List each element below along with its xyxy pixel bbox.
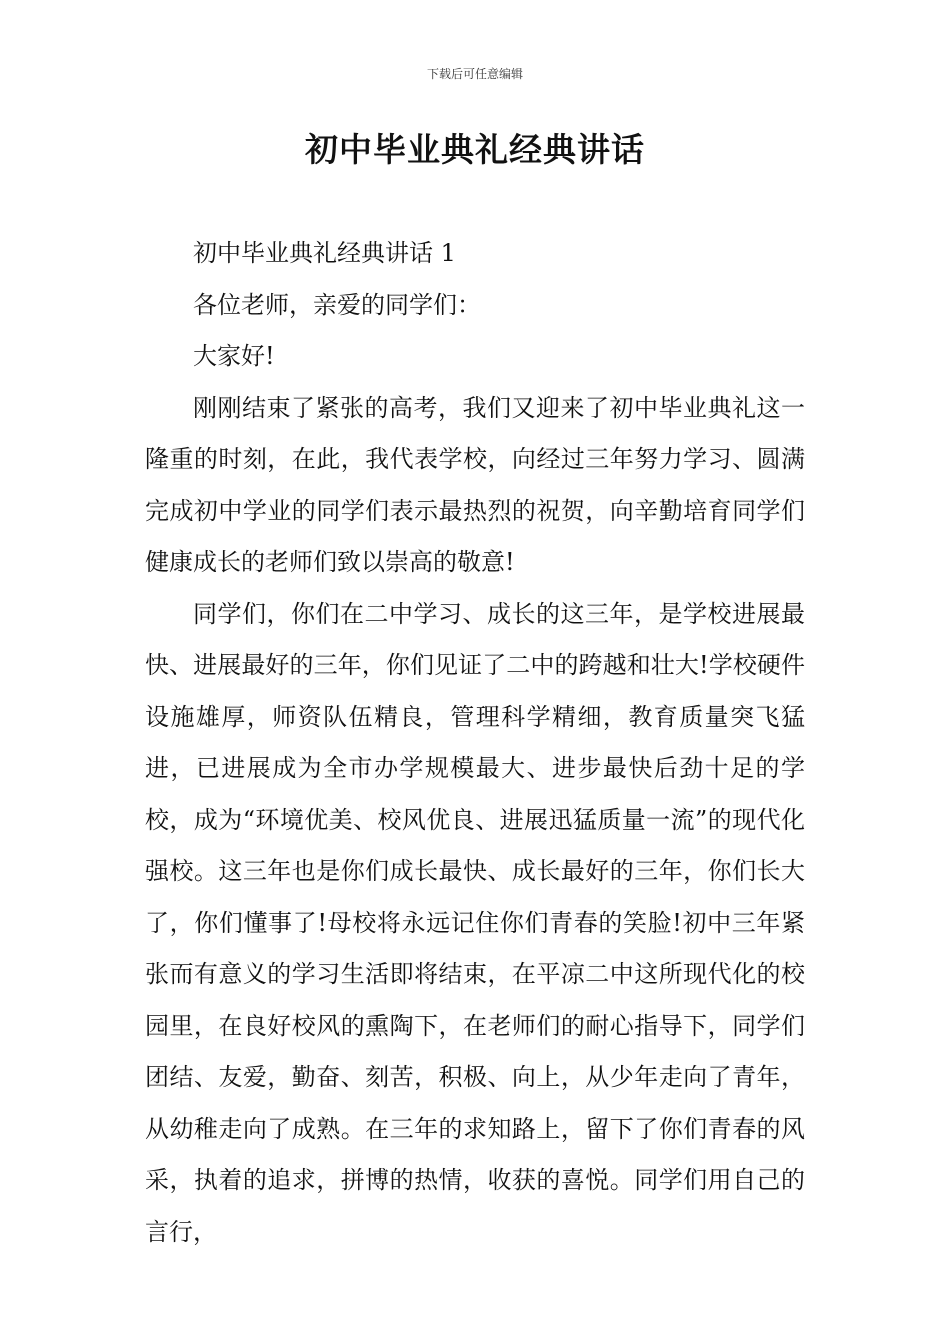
body-paragraph: 刚刚结束了紧张的高考，我们又迎来了初中毕业典礼这一隆重的时刻，在此，我代表学校，向经过三年努力学习、圆满完成初中学业的同学们表示最热烈的祝贺，向辛勤培育同学们健康成长的老师们致以崇高的敬意! [145, 393, 805, 576]
section-heading: 初中毕业典礼经典讲话 1 [193, 239, 456, 267]
greeting: 大家好! [193, 342, 275, 370]
salutation: 各位老师，亲爱的同学们： [193, 290, 481, 319]
document-title: 初中毕业典礼经典讲话 [305, 130, 645, 169]
body-paragraph: 同学们，你们在二中学习、成长的这三年，是学校进展最快、进展最好的三年，你们见证了二中的跨越和壮大!学校硬件设施雄厚，师资队伍精良，管理科学精细，教育质量突飞猛进，已进展成为全市办学规模最大、进步最快后劲十足的学校，成为“环境优美、校风优良、进展迅猛质量一流”的现代化强校。这三年也是你们成长最快、成长最好的三年，你们长大了，你们懂事了!母校将永远记住你们青春的笑脸!初中三年紧张而有意义的学习生活即将结束，在平凉二中这所现代化的校园里，在良好校风的熏陶下，在老师们的耐心指导下，同学们团结、友爱，勤奋、刻苦，积极、向上，从少年走向了青年，从幼稚走向了成熟。在三年的求知路上，留下了你们青春的风采，执着的追求，拼博的热情，收获的喜悦。同学们用自己的言行， [145, 599, 805, 1246]
document-body [145, 228, 805, 1258]
header-note: 下载后可任意编辑 [426, 67, 523, 81]
